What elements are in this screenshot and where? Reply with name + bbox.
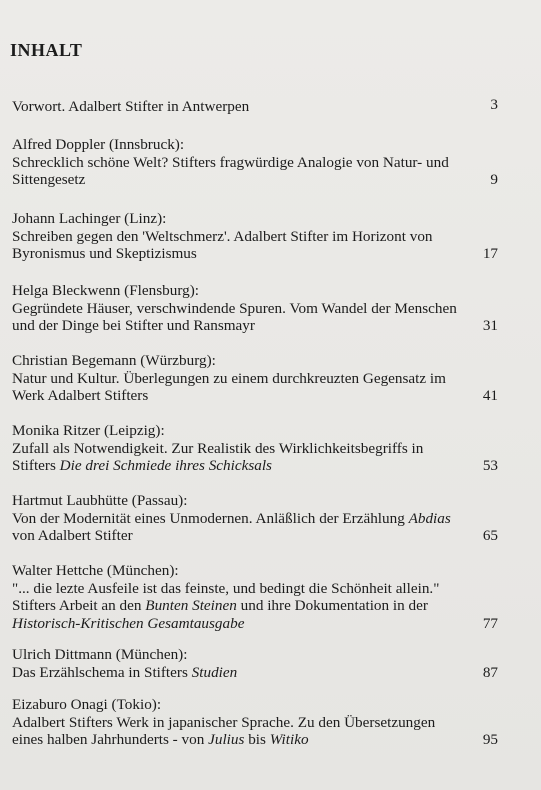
entry-author: Johann Lachinger (Linz): — [12, 210, 167, 227]
entry-title-line: von Adalbert Stifter — [12, 527, 133, 544]
entry-title-line — [12, 731, 512, 749]
title-text: Das Erzählschema in Stifters — [12, 663, 192, 681]
entry-title-line — [12, 597, 512, 615]
page-number: 77 — [482, 614, 498, 632]
entry-title-line: "... die lezte Ausfeile ist das feinste, und bedingt die Schönheit allein." — [12, 579, 440, 597]
entry-title-line: Gegründete Häuser, verschwindende Spuren. Vom Wandel der Menschen — [12, 299, 457, 317]
italic-title: Die drei Schmiede ihres Schicksals — [59, 457, 272, 474]
toc-entry-doppler — [12, 136, 512, 189]
toc-entry-preface — [12, 98, 512, 116]
entry-author: Christian Begemann (Würzburg): — [12, 352, 216, 369]
entry-title-line: Werk Adalbert Stifters — [12, 387, 149, 404]
entry-title-line — [12, 510, 512, 528]
entry-author: Monika Ritzer (Leipzig): — [12, 422, 165, 439]
page-number: 87 — [482, 663, 498, 681]
entry-title-line: Sittengesetz — [12, 171, 86, 188]
page-number: 17 — [482, 245, 498, 262]
italic-title: Bunten Steinen — [145, 597, 237, 614]
page-number: 53 — [482, 457, 498, 474]
page-number: 95 — [482, 731, 498, 748]
page-number: 65 — [482, 527, 498, 544]
page-number: 31 — [482, 317, 498, 334]
entry-title-line: Natur und Kultur. Überlegungen zu einem durchkreuzten Gegensatz im — [12, 369, 446, 387]
entry-author: Hartmut Laubhütte (Passau): — [12, 492, 188, 509]
entry-title-line: Byronismus und Skeptizismus — [12, 245, 197, 262]
title-text: und ihre Dokumentation in der — [236, 597, 428, 614]
entry-title-line: und der Dinge bei Stifter und Ransmayr — [12, 317, 255, 334]
page-number: 9 — [490, 171, 498, 188]
page-number: 3 — [490, 96, 498, 113]
toc-entry-onagi — [12, 696, 512, 749]
entry-title-line — [12, 457, 512, 475]
italic-title: Julius — [208, 731, 245, 748]
entry-author: Eizaburo Onagi (Tokio): — [12, 696, 162, 713]
entry-title-line: Zufall als Notwendigkeit. Zur Realistik des Wirklichkeitsbegriffs in — [12, 439, 424, 457]
italic-title: Studien — [191, 663, 238, 681]
entry-author: Alfred Doppler (Innsbruck): — [12, 136, 185, 153]
title-text: Stifters — [12, 457, 60, 474]
entry-title-line — [12, 664, 512, 682]
entry-title-line — [12, 615, 512, 633]
toc-entry-lachinger — [12, 210, 512, 263]
italic-title: Abdias — [408, 509, 451, 527]
toc-entry-dittmann — [12, 646, 512, 681]
toc-entry-ritzer — [12, 422, 512, 475]
toc-entry-begemann — [12, 352, 512, 405]
title-text: eines halben Jahrhunderts - von — [12, 731, 209, 748]
page-heading: INHALT — [10, 40, 83, 60]
entry-title-line: Schreiben gegen den 'Weltschmerz'. Adalbert Stifter im Horizont von — [12, 227, 433, 245]
entry-author: Helga Bleckwenn (Flensburg): — [12, 282, 199, 299]
toc-entry-laubhuette — [12, 492, 512, 545]
entry-author: Ulrich Dittmann (München): — [12, 646, 188, 663]
page-number: 41 — [482, 387, 498, 404]
toc-entry-hettche — [12, 562, 512, 632]
italic-title: Witiko — [269, 731, 309, 748]
entry-title-line: Adalbert Stifters Werk in japanischer Sprache. Zu den Übersetzungen — [12, 713, 436, 731]
title-text: bis — [244, 731, 270, 748]
toc-entry-bleckwenn — [12, 282, 512, 335]
title-text: Stifters Arbeit an den — [12, 597, 146, 614]
entry-title: Vorwort. Adalbert Stifter in Antwerpen — [12, 98, 250, 115]
entry-author: Walter Hettche (München): — [12, 562, 179, 579]
entry-title-line: Schrecklich schöne Welt? Stifters fragwürdige Analogie von Natur- und — [12, 153, 449, 171]
italic-title: Historisch-Kritischen Gesamtausgabe — [12, 614, 245, 632]
title-text: Von der Modernität eines Unmodernen. Anläßlich der Erzählung — [12, 509, 409, 527]
